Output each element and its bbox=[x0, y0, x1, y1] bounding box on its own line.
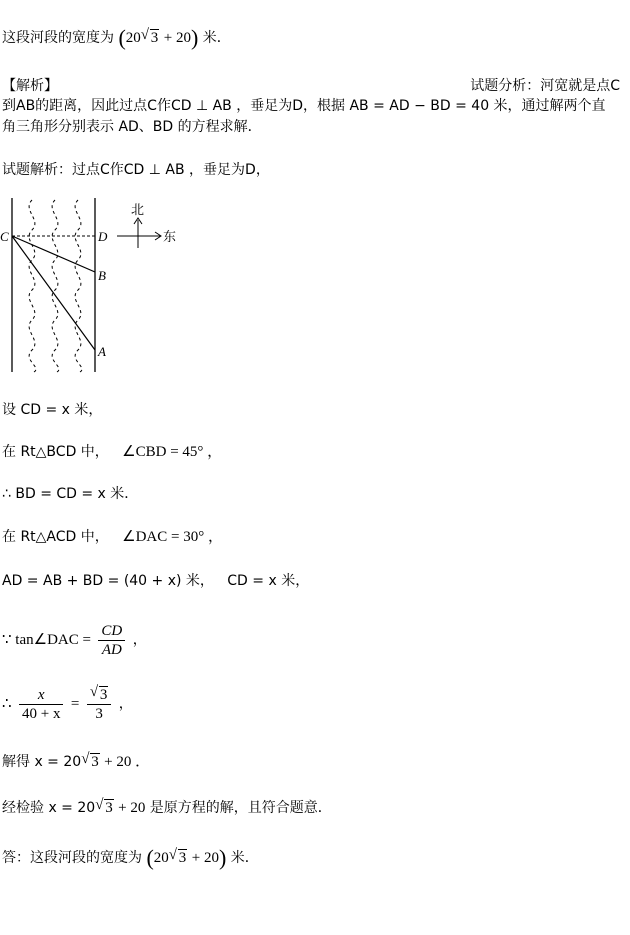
final-answer: 答：这段河段的宽度为 (20√ 3 + 20) 米． bbox=[2, 848, 259, 868]
compass-north-label: 北 bbox=[131, 203, 145, 218]
label-c: C bbox=[0, 229, 9, 244]
step-4: 在 Rt△ACD 中， ∠DAC = 30° ， bbox=[2, 529, 223, 545]
answer-plus: + 20 bbox=[163, 30, 191, 46]
label-a: A bbox=[98, 344, 106, 359]
analysis-intro-right: 试题分析：河宽就是点C bbox=[470, 78, 620, 94]
label-b: B bbox=[98, 268, 106, 283]
analysis-intro-line2: 到AB的距离，因此过点C作CD ⊥ AB ，垂足为D，根据 AB = AD − BD = 40 米，通过解两个直 bbox=[2, 98, 606, 114]
fraction-sqrt3-3: √ $\frac{3}{3}$ bbox=[87, 686, 112, 723]
step-9: 经检验 x = 20√ 3 + 20 是原方程的解，且符合题意． bbox=[2, 798, 332, 818]
sqrt-symbol: √ 3 bbox=[90, 686, 109, 704]
compass-east-label: 东 bbox=[163, 230, 177, 245]
sqrt-symbol: √ 3 bbox=[81, 752, 100, 772]
label-d: D bbox=[98, 229, 108, 244]
step-2: 在 Rt△BCD 中， ∠CBD = 45° ， bbox=[2, 444, 223, 460]
river-diagram bbox=[0, 192, 200, 377]
answer-suffix: 米． bbox=[202, 30, 231, 46]
analysis-intro-line3: 角三角形分别表示 AD、BD 的方程求解． bbox=[2, 119, 262, 135]
sqrt-symbol: √ 3 bbox=[141, 28, 160, 48]
fraction-cd-ad: $\frac{CD}{AD}$ bbox=[98, 622, 125, 659]
answer-line: 这段河段的宽度为 (20√ 3 + 20) 米． bbox=[2, 28, 231, 48]
fraction-x-40x: $\frac{x}{40 + x}$ bbox=[19, 686, 63, 723]
sqrt-symbol: √ 3 bbox=[95, 798, 114, 818]
step-1: 设 CD = x 米， bbox=[2, 402, 103, 418]
step-5: AD = AB + BD = (40 + x) 米， CD = x 米， bbox=[2, 573, 310, 589]
step-3: ∴ BD = CD = x 米． bbox=[2, 486, 139, 502]
wave-line-2 bbox=[52, 200, 59, 372]
wave-line-1 bbox=[29, 200, 36, 372]
sqrt-symbol: √ 3 bbox=[169, 848, 188, 868]
step-8: 解得 x = 20√ 3 + 20 ． bbox=[2, 752, 150, 772]
analysis-heading: 【解析】 bbox=[2, 78, 58, 94]
step-6: ∵ tan∠DAC = $\frac{CD}{AD}$ ， bbox=[2, 622, 147, 658]
wave-line-3 bbox=[75, 200, 82, 372]
answer-prefix: 这段河段的宽度为 bbox=[2, 30, 114, 46]
step-7: ∴ $\frac{x}{40 + x}$ = √ $\frac{3}{3}$ ， bbox=[2, 682, 133, 726]
solution-start: 试题解析：过点C作CD ⊥ AB ，垂足为D， bbox=[2, 162, 270, 178]
answer-coef: 20 bbox=[125, 30, 141, 46]
